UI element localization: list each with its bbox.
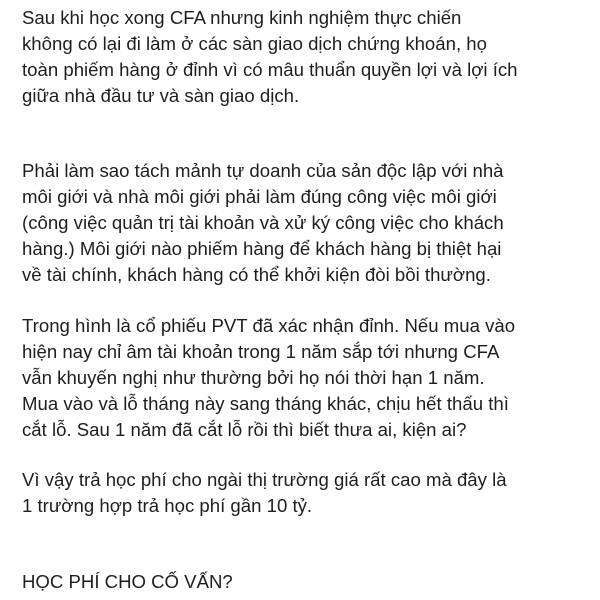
- text-line: hàng.) Môi giới nào phiếm hàng để khách hàng bị thiệt hại: [22, 238, 502, 259]
- post-paragraph-2: [22, 158, 504, 288]
- post-paragraph-5: [22, 569, 233, 595]
- text-line: vẫn khuyến nghị như thường bởi họ nói thời hạn 1 năm.: [22, 367, 485, 388]
- text-line: (công việc quản trị tài khoản và xử ký công việc cho khách: [22, 212, 504, 233]
- post-paragraph-1: [22, 5, 518, 109]
- post-paragraph-4: [22, 467, 507, 519]
- text-line: Mua vào và lỗ tháng này sang tháng khác, chịu hết thấu thì: [22, 393, 509, 414]
- text-line: Trong hình là cổ phiếu PVT đã xác nhận đỉnh. Nếu mua vào: [22, 315, 516, 336]
- text-line: môi giới và nhà môi giới phải làm đúng công việc môi giới: [22, 186, 497, 207]
- text-line: Vì vậy trả học phí cho ngài thị trường giá rất cao mà đây là: [22, 469, 507, 490]
- text-line: hiện nay chỉ âm tài khoản trong 1 năm sắp tới nhưng CFA: [22, 341, 500, 362]
- text-line: Sau khi học xong CFA nhưng kinh nghiệm thực chiến: [22, 7, 462, 28]
- post-paragraph-3: [22, 313, 515, 443]
- text-line: cắt lỗ. Sau 1 năm đã cắt lỗ rồi thì biết thưa ai, kiện ai?: [22, 419, 467, 440]
- text-line: 1 trường hợp trả học phí gần 10 tỷ.: [22, 495, 313, 516]
- text-line: không có lại đi làm ở các sàn giao dịch chứng khoán, họ: [22, 33, 487, 54]
- text-line: giữa nhà đầu tư và sàn giao dịch.: [22, 85, 300, 106]
- text-line: toàn phiếm hàng ở đỉnh vì có mâu thuẩn quyền lợi và lợi ích: [22, 59, 518, 80]
- text-line: HỌC PHÍ CHO CỐ VẤN?: [22, 571, 233, 592]
- text-line: về tài chính, khách hàng có thể khởi kiện đòi bồi thường.: [22, 264, 491, 285]
- text-line: Phải làm sao tách mảnh tự doanh của sản độc lập với nhà: [22, 160, 504, 181]
